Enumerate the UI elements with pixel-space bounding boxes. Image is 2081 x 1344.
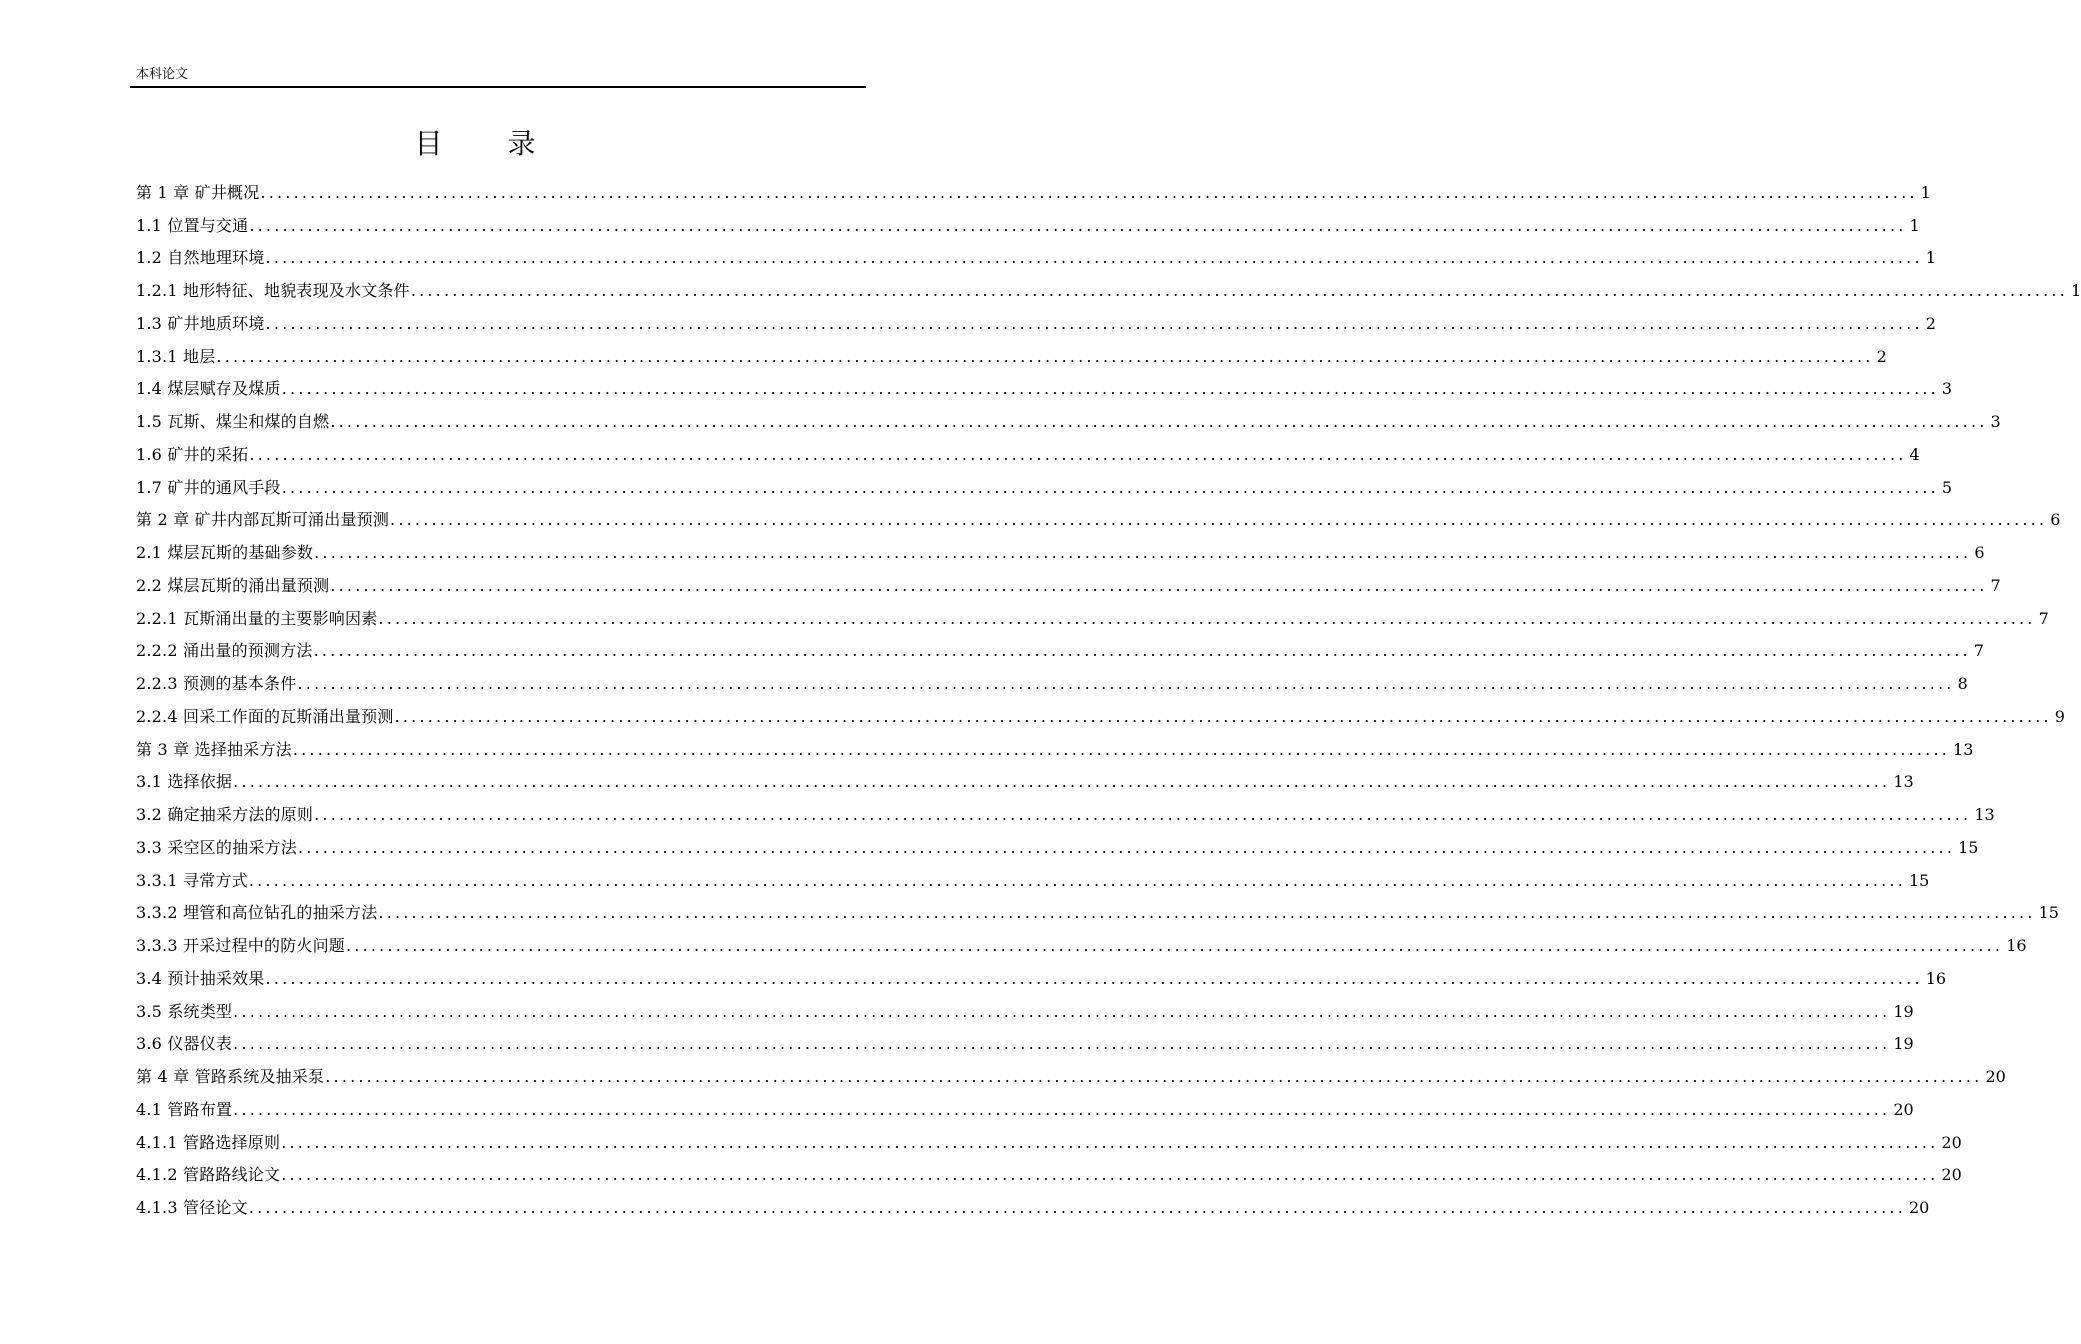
toc-entry[interactable] xyxy=(136,268,2081,301)
toc-entry-page-number: 7 xyxy=(1990,575,2001,595)
toc-entry[interactable] xyxy=(136,596,2049,629)
toc-entry-title: 3.6 仪器仪表 xyxy=(136,1034,233,1054)
toc-entry-title: 1.4 煤层赋存及煤质 xyxy=(136,379,281,399)
toc-entry-title: 1.1 位置与交通 xyxy=(136,215,249,235)
toc-entry-title: 3.3.3 开采过程中的防火问题 xyxy=(136,936,345,955)
toc-entry-page-number: 20 xyxy=(1941,1165,1962,1185)
toc-entry-title: 1.5 瓦斯、煤尘和煤的自燃 xyxy=(136,412,330,431)
toc-entry[interactable] xyxy=(136,301,1936,334)
toc-entry-title: 3.3 采空区的抽采方法 xyxy=(136,837,297,857)
toc-entry-page-number: 2 xyxy=(1925,313,1936,333)
toc-entry-title: 1.3.1 地层 xyxy=(136,346,216,366)
toc-entry-title: 3.3.1 寻常方式 xyxy=(136,870,248,890)
toc-entry[interactable] xyxy=(136,661,1968,694)
toc-dot-leader: ........................................................................................................................................................................................................ xyxy=(378,903,2036,923)
toc-entry[interactable] xyxy=(136,1120,1962,1153)
toc-entry-title: 2.2 煤层瓦斯的涌出量预测 xyxy=(136,575,330,595)
toc-entry[interactable] xyxy=(136,1185,1930,1218)
toc-entry-page-number: 2 xyxy=(1876,346,1887,366)
toc-entry[interactable] xyxy=(136,236,1936,269)
toc-entry[interactable] xyxy=(136,792,1995,825)
toc-entry[interactable] xyxy=(136,1022,1914,1055)
running-header: 本科论文 xyxy=(136,67,189,82)
toc-entry-title: 1.2 自然地理环境 xyxy=(136,248,265,268)
toc-entry-title: 第 3 章 选择抽采方法 xyxy=(136,739,292,759)
toc-dot-leader: ........................................................................................................................................................................................................ xyxy=(394,706,2052,726)
toc-dot-leader: ........................................................................................................................................................................................................ xyxy=(248,1198,1906,1217)
toc-dot-leader: ........................................................................................................................................................................................................ xyxy=(325,1067,1983,1086)
toc-entry[interactable] xyxy=(136,203,1920,236)
toc-dot-leader: ........................................................................................................................................................................................................ xyxy=(281,1165,1939,1185)
toc-entry-title: 4.1 管路布置 xyxy=(136,1099,233,1119)
toc-entry-title: 3.5 系统类型 xyxy=(136,1001,233,1021)
toc-entry[interactable] xyxy=(136,891,2059,924)
toc-entry-title: 4.1.1 管路选择原则 xyxy=(136,1132,281,1152)
toc-dot-leader: ........................................................................................................................................................................................................ xyxy=(390,510,2048,530)
toc-entry-page-number: 1 xyxy=(2071,281,2081,300)
toc-entry[interactable] xyxy=(136,989,1914,1022)
toc-entry-page-number: 8 xyxy=(1957,674,1968,693)
toc-dot-leader: ........................................................................................................................................................................................................ xyxy=(410,281,2068,300)
toc-entry-title: 2.2.4 回采工作面的瓦斯涌出量预测 xyxy=(136,706,394,726)
toc-entry-page-number: 5 xyxy=(1941,477,1953,497)
toc-entry-page-number: 20 xyxy=(1893,1099,1914,1119)
toc-dot-leader: ........................................................................................................................................................................................................ xyxy=(233,1001,1891,1021)
toc-entry-page-number: 7 xyxy=(1973,641,1984,661)
toc-entry-page-number: 6 xyxy=(1974,543,1985,562)
toc-entry-page-number: 15 xyxy=(1909,870,1930,890)
toc-entry-page-number: 1 xyxy=(1909,215,1920,235)
toc-entry-page-number: 20 xyxy=(1941,1132,1962,1152)
toc-dot-leader: ........................................................................................................................................................................................................ xyxy=(265,248,1923,268)
toc-dot-leader: ........................................................................................................................................................................................................ xyxy=(314,543,1972,562)
toc-entry[interactable] xyxy=(136,367,1953,400)
toc-dot-leader: ........................................................................................................................................................................................................ xyxy=(233,1034,1891,1054)
toc-entry-page-number: 1 xyxy=(1920,182,1931,202)
toc-dot-leader: ........................................................................................................................................................................................................ xyxy=(265,968,1923,988)
toc-entry-title: 2.2.3 预测的基本条件 xyxy=(136,674,297,693)
toc-dot-leader: ........................................................................................................................................................................................................ xyxy=(281,379,1939,399)
toc-entry-page-number: 20 xyxy=(1909,1198,1930,1217)
toc-dot-leader: ........................................................................................................................................................................................................ xyxy=(313,641,1971,661)
toc-entry-page-number: 13 xyxy=(1953,739,1974,759)
toc-entry-page-number: 4 xyxy=(1909,444,1920,464)
toc-dot-leader: ........................................................................................................................................................................................................ xyxy=(260,182,1918,202)
toc-entry-page-number: 15 xyxy=(1958,837,1979,857)
toc-entry-page-number: 6 xyxy=(2050,510,2061,530)
toc-dot-leader: ........................................................................................................................................................................................................ xyxy=(248,870,1906,890)
toc-entry[interactable] xyxy=(136,334,1887,367)
toc-entry-title: 3.4 预计抽采效果 xyxy=(136,968,265,988)
toc-entry-title: 4.1.2 管路路线论文 xyxy=(136,1165,281,1185)
toc-entry[interactable] xyxy=(136,399,2001,432)
toc-entry-title: 第 4 章 管路系统及抽采泵 xyxy=(136,1067,325,1086)
toc-entry[interactable] xyxy=(136,760,1914,793)
toc-entry[interactable] xyxy=(136,727,1974,760)
toc-entry-page-number: 13 xyxy=(1893,772,1914,792)
toc-entry-title: 1.2.1 地形特征、地貌表现及水文条件 xyxy=(136,281,410,300)
toc-entry[interactable] xyxy=(136,498,2061,531)
toc-dot-leader: ........................................................................................................................................................................................................ xyxy=(249,215,1907,235)
toc-entry[interactable] xyxy=(136,170,1931,203)
toc-entry-title: 1.7 矿井的通风手段 xyxy=(136,477,281,497)
toc-dot-leader: ........................................................................................................................................................................................................ xyxy=(281,1132,1939,1152)
toc-entry-title: 1.6 矿井的采拓 xyxy=(136,444,249,464)
toc-dot-leader: ........................................................................................................................................................................................................ xyxy=(265,313,1923,333)
toc-entry-title: 1.3 矿井地质环境 xyxy=(136,313,265,333)
toc-entry-title: 3.2 确定抽采方法的原则 xyxy=(136,805,314,824)
toc-dot-leader: ........................................................................................................................................................................................................ xyxy=(297,837,1956,857)
toc-entry-title: 第 1 章 矿井概况 xyxy=(136,182,260,202)
toc-entry-page-number: 3 xyxy=(1941,379,1953,399)
toc-entry-page-number: 13 xyxy=(1974,805,1995,824)
toc-entry-title: 4.1.3 管径论文 xyxy=(136,1198,248,1217)
toc-entry-page-number: 15 xyxy=(2038,903,2059,923)
toc-entry-title: 3.1 选择依据 xyxy=(136,772,233,792)
toc-entry[interactable] xyxy=(136,432,1920,465)
toc-dot-leader: ........................................................................................................................................................................................................ xyxy=(330,575,1988,595)
toc-dot-leader: ........................................................................................................................................................................................................ xyxy=(281,477,1939,497)
toc-entry-page-number: 19 xyxy=(1893,1034,1914,1054)
toc-entry-title: 2.2.2 涌出量的预测方法 xyxy=(136,641,313,661)
toc-dot-leader: ........................................................................................................................................................................................................ xyxy=(292,739,1951,759)
toc-entry-page-number: 16 xyxy=(1925,968,1947,988)
toc-dot-leader: ........................................................................................................................................................................................................ xyxy=(216,346,1874,366)
table-of-contents xyxy=(136,170,2081,1218)
toc-entry-page-number: 3 xyxy=(1990,412,2001,431)
toc-entry-title: 3.3.2 埋管和高位钻孔的抽采方法 xyxy=(136,903,378,923)
toc-dot-leader: ........................................................................................................................................................................................................ xyxy=(249,444,1907,464)
toc-entry[interactable] xyxy=(136,563,2001,596)
toc-entry-title: 2.2.1 瓦斯涌出量的主要影响因素 xyxy=(136,608,378,628)
toc-entry-title: 2.1 煤层瓦斯的基础参数 xyxy=(136,543,314,562)
toc-dot-leader: ........................................................................................................................................................................................................ xyxy=(233,772,1891,792)
toc-entry[interactable] xyxy=(136,825,1979,858)
header-rule xyxy=(130,86,866,88)
toc-entry[interactable] xyxy=(136,1087,1914,1120)
toc-dot-leader: ........................................................................................................................................................................................................ xyxy=(297,674,1955,693)
toc-dot-leader: ........................................................................................................................................................................................................ xyxy=(378,608,2036,628)
toc-entry-page-number: 7 xyxy=(2038,608,2049,628)
toc-entry-page-number: 9 xyxy=(2054,706,2065,726)
toc-entry[interactable] xyxy=(136,1054,2006,1087)
toc-entry-page-number: 16 xyxy=(2006,936,2027,955)
page-title: 目 录 xyxy=(414,127,564,160)
toc-entry[interactable] xyxy=(136,530,1985,563)
toc-dot-leader: ........................................................................................................................................................................................................ xyxy=(233,1099,1891,1119)
toc-entry[interactable] xyxy=(136,1153,1962,1186)
toc-entry-title: 第 2 章 矿井内部瓦斯可涌出量预测 xyxy=(136,510,390,530)
toc-dot-leader: ........................................................................................................................................................................................................ xyxy=(314,805,1972,824)
toc-dot-leader: ........................................................................................................................................................................................................ xyxy=(346,936,2004,955)
toc-entry[interactable] xyxy=(136,465,1953,498)
toc-entry[interactable] xyxy=(136,923,2027,956)
toc-entry-page-number: 1 xyxy=(1925,248,1936,268)
toc-entry-page-number: 20 xyxy=(1985,1067,2006,1086)
toc-entry[interactable] xyxy=(136,858,1930,891)
toc-entry[interactable] xyxy=(136,956,1947,989)
toc-dot-leader: ........................................................................................................................................................................................................ xyxy=(330,412,1988,431)
toc-entry[interactable] xyxy=(136,629,1984,662)
toc-entry-page-number: 19 xyxy=(1893,1001,1914,1021)
toc-entry[interactable] xyxy=(136,694,2065,727)
